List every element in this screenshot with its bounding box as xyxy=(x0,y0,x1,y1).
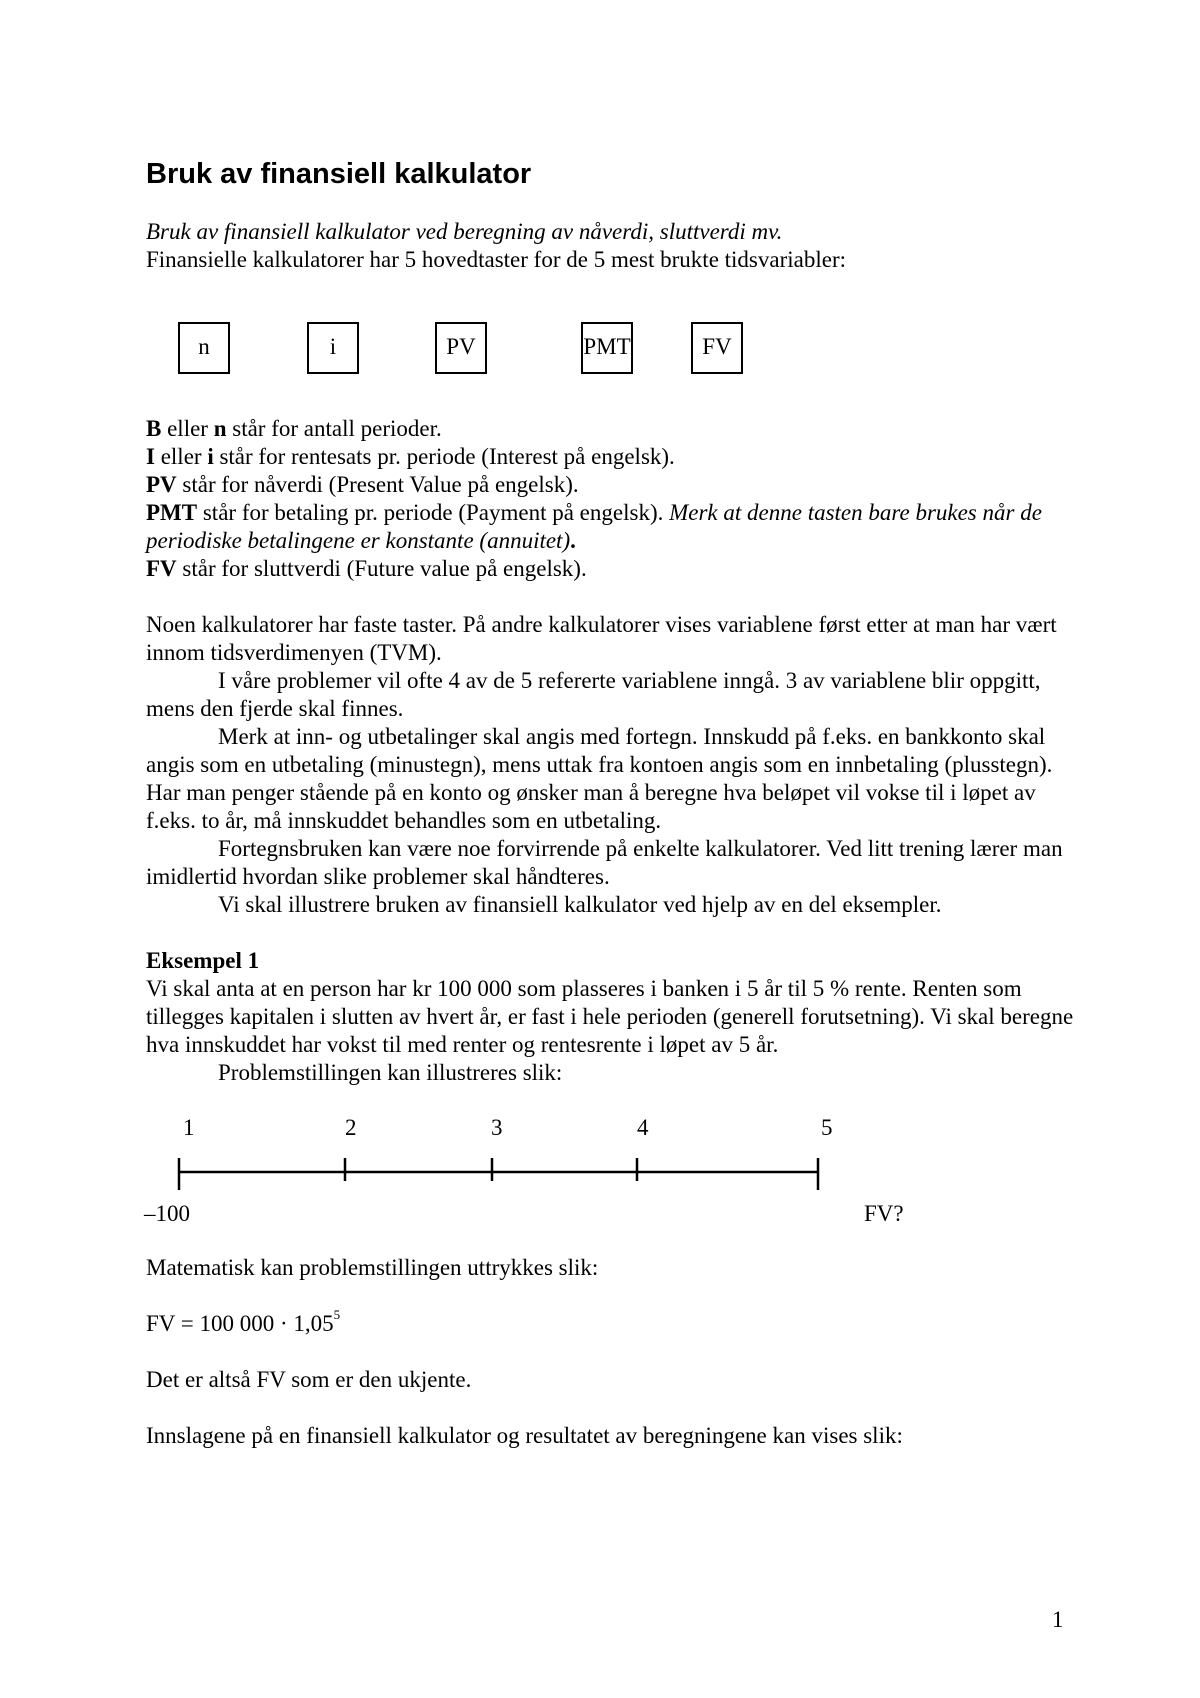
page-number: 1 xyxy=(1052,1607,1064,1632)
math-intro: Matematisk kan problemstillingen uttrykkes slik: xyxy=(146,1255,599,1280)
def-pmt: PMT står for betaling pr. periode (Payment på engelsk). Merk at denne tasten bare brukes når de periodiske betalingene er konstante (annuitet). xyxy=(146,500,1042,553)
subtitle: Bruk av finansiell kalkulator ved beregning av nåverdi, sluttverdi mv. xyxy=(146,219,783,244)
key-pmt: PMT xyxy=(581,322,633,374)
example-1-heading: Eksempel 1 xyxy=(146,948,260,973)
paragraph-5: Vi skal illustrere bruken av finansiell kalkulator ved hjelp av en del eksempler. xyxy=(218,892,942,917)
paragraph-1: Noen kalkulatorer har faste taster. På andre kalkulatorer vises variablene først etter at man har vært innom tidsverdimenyen (TVM). xyxy=(146,612,1057,665)
def-fv: FV står for sluttverdi (Future value på engelsk). xyxy=(146,556,587,581)
unknown-text: Det er altså FV som er den ukjente. xyxy=(146,1367,472,1392)
formula: FV = 100 $000 \cdot 1,05^5$ xyxy=(146,1307,341,1336)
timeline-label-2: 2 xyxy=(345,1115,357,1140)
intro-text: Finansielle kalkulatorer har 5 hovedtaster for de 5 mest brukte tidsvariabler: xyxy=(146,247,846,272)
timeline-label-1: 1 xyxy=(183,1115,195,1140)
timeline-end-value: FV? xyxy=(864,1201,904,1226)
key-fv: FV xyxy=(691,322,743,374)
timeline-label-4: 4 xyxy=(637,1115,649,1140)
paragraph-4: Fortegnsbruken kan være noe forvirrende på enkelte kalkulatorer. Ved litt trening lærer man imidlertid hvordan slike problemer skal håndteres. xyxy=(146,836,1063,889)
def-n: B eller n står for antall perioder. xyxy=(146,416,442,441)
def-pv: PV står for nåverdi (Present Value på engelsk). xyxy=(146,472,579,497)
example-1-illustrate: Problemstillingen kan illustreres slik: xyxy=(218,1060,563,1085)
def-i: I eller i står for rentesats pr. periode (Interest på engelsk). xyxy=(146,444,675,469)
paragraph-3: Merk at inn- og utbetalinger skal angis med fortegn. Innskudd på f.eks. en bankkonto skal angis som en utbetaling (minustegn), mens uttak fra kontoen angis som en innbetaling (plusstegn). Har man penger stående på en konto og ønsker man å beregne hva beløpet vil vokse til i løpet av f.eks. to år, må innskuddet behandles som en utbetaling. xyxy=(146,724,1053,833)
page-title: Bruk av finansiell kalkulator xyxy=(146,158,532,190)
timeline-start-value: –100 xyxy=(144,1201,190,1226)
example-1-text: Vi skal anta at en person har kr 100 000 som plasseres i banken i 5 år til 5 % rente. Renten som tillegges kapitalen i slutten av hvert år, er fast i hele perioden (generell forutsetning). Vi skal beregne hva innskuddet har vokst til med renter og rentesrente i løpet av 5 år. xyxy=(146,976,1074,1057)
key-pv: PV xyxy=(435,322,487,374)
timeline-label-3: 3 xyxy=(491,1115,503,1140)
key-i: i xyxy=(307,322,359,374)
closing-text: Innslagene på en finansiell kalkulator og resultatet av beregningene kan vises slik: xyxy=(146,1423,903,1448)
timeline-label-5: 5 xyxy=(821,1115,833,1140)
paragraph-2: I våre problemer vil ofte 4 av de 5 refererte variablene inngå. 3 av variablene blir oppgitt, mens den fjerde skal finnes. xyxy=(146,668,1041,721)
key-n: n xyxy=(178,322,230,374)
